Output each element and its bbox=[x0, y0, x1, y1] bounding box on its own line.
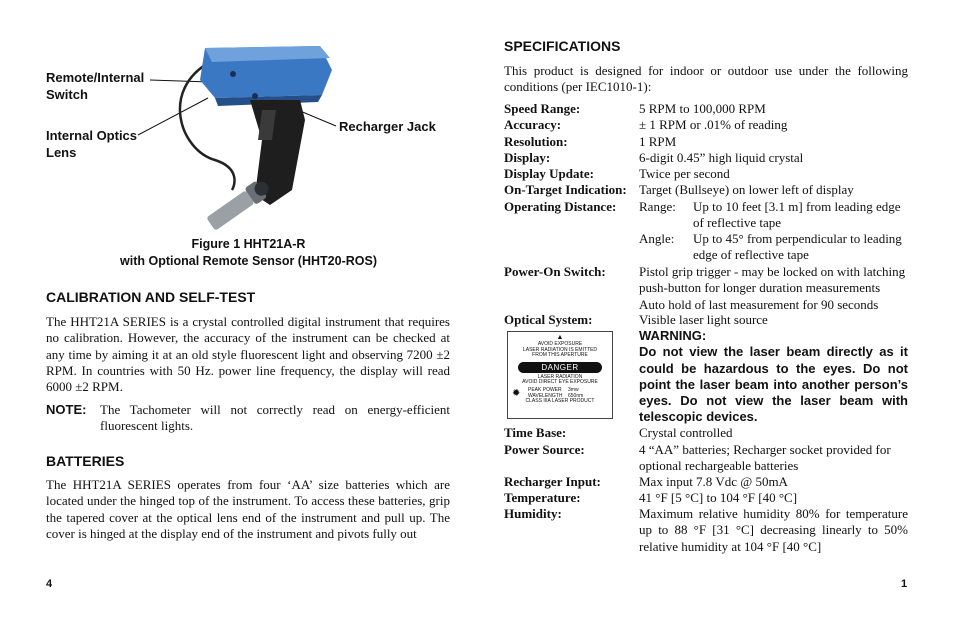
callout-recharger-jack: Recharger Jack bbox=[339, 119, 436, 134]
figure-caption bbox=[46, 236, 451, 270]
danger-banner: DANGER bbox=[518, 362, 602, 373]
spec-label: Power-On Switch: bbox=[504, 264, 606, 279]
laser-warning bbox=[639, 328, 908, 426]
specifications-heading: SPECIFICATIONS bbox=[504, 38, 621, 54]
tachometer-device bbox=[200, 46, 332, 205]
spec-value: Maximum relative humidity 80% for temperature up to 88 °F [31 °C] decreasing linearly to 50% relative humidity at 104 °F [40 °C] bbox=[639, 506, 908, 554]
calibration-body: The HHT21A SERIES is a crystal controlled digital instrument that requires no calibration. However, the accuracy of the instrument can be checked at any time by aiming it at an old style fluorescent light and observing 7200 ±2 RPM. In countries with 50 Hz. power line frequency, the display will read 6000 ±2 RPM. bbox=[46, 314, 450, 395]
note-label: NOTE: bbox=[46, 402, 87, 417]
spec-value: 6-digit 0.45” high liquid crystal bbox=[639, 150, 804, 165]
page-number-left: 4 bbox=[46, 578, 53, 590]
range-value-text: Up to 10 feet [3.1 m] from leading edge of reflective tape bbox=[693, 199, 901, 231]
angle-value bbox=[639, 231, 908, 264]
operating-distance-angle bbox=[639, 231, 908, 264]
callout-optics-lens-line2: Lens bbox=[46, 145, 77, 160]
batteries-body: The HHT21A SERIES operates from four ‘AA’ size batteries which are located under the hinged top of the instrument. To access these batteries, grip the tapered cover at the optical lens end of the instrument and pull up. The cover is hinged at the display end of the instrument and pivots fully out bbox=[46, 477, 450, 541]
label-line: AVOID EXPOSURE bbox=[537, 341, 583, 347]
spec-value: 5 RPM to 100,000 RPM bbox=[639, 101, 766, 116]
spec-value: 1 RPM bbox=[639, 134, 677, 149]
label-line: LASER RADIATION IS EMITTED bbox=[522, 346, 598, 353]
remote-sensor bbox=[205, 176, 273, 232]
laser-class: CLASS IIIA LASER PRODUCT bbox=[525, 398, 595, 405]
operating-distance-range bbox=[639, 199, 908, 232]
spec-label: Display Update: bbox=[504, 166, 594, 181]
spec-value: Crystal controlled bbox=[639, 425, 733, 440]
wavelength-label: WAVELENGTH bbox=[528, 392, 563, 399]
spec-label: Accuracy: bbox=[504, 117, 562, 132]
leader-optics-lens bbox=[138, 98, 208, 135]
spec-value: Twice per second bbox=[639, 166, 730, 181]
label-line: FROM THIS APERTURE bbox=[532, 352, 588, 359]
callout-remote-switch-line2: Switch bbox=[46, 87, 88, 102]
range-value bbox=[639, 199, 908, 232]
spec-value: 41 °F [5 °C] to 104 °F [40 °C] bbox=[639, 490, 798, 505]
spec-value: ± 1 RPM or .01% of reading bbox=[639, 117, 788, 132]
figure-caption-line1: Figure 1 HHT21A-R bbox=[191, 237, 306, 251]
laser-safety-label bbox=[507, 331, 613, 419]
spec-value: 4 “AA” batteries; Recharger socket provided for optional rechargeable batteries bbox=[639, 442, 891, 474]
spec-label: Humidity: bbox=[504, 506, 562, 521]
warning-text: Do not view the laser beam directly as it could be hazardous to the eyes. Do not point the laser beam into another person’s eyes. Do not view the laser beam with telescopic devices. bbox=[639, 344, 908, 425]
laser-starburst-icon: ✹ bbox=[512, 387, 521, 399]
label-line: LASER RADIATION bbox=[537, 373, 583, 380]
spec-value: Pistol grip trigger - may be locked on with latching push-button for longer duration measurements Auto hold of last measurement for 90 seconds bbox=[639, 264, 906, 312]
batteries-heading: BATTERIES bbox=[46, 453, 125, 469]
spec-label: Temperature: bbox=[504, 490, 581, 505]
peak-power-value: 3mw bbox=[568, 386, 579, 393]
angle-value-text: Up to 45° from perpendicular to leading edge of reflective tape bbox=[693, 231, 902, 263]
specifications-intro: This product is designed for indoor or outdoor use under the following conditions (per IEC1010-1): bbox=[504, 63, 908, 95]
warning-label: WARNING: bbox=[639, 328, 707, 343]
spec-value: Target (Bullseye) on lower left of display bbox=[639, 182, 854, 197]
spec-label: Recharger Input: bbox=[504, 474, 601, 489]
spec-label: Display: bbox=[504, 150, 551, 165]
spec-value: Max input 7.8 Vdc @ 50mA bbox=[639, 474, 788, 489]
spec-label: Operating Distance: bbox=[504, 199, 617, 214]
figure-caption-line2: with Optional Remote Sensor (HHT20-ROS) bbox=[120, 254, 377, 268]
spec-label: Speed Range: bbox=[504, 101, 581, 116]
range-label: Range: bbox=[639, 199, 676, 214]
wavelength-value: 650nm bbox=[568, 392, 584, 399]
warning-triangle-icon: ▲ bbox=[556, 334, 564, 341]
callout-remote-switch-line1: Remote/Internal bbox=[46, 70, 145, 85]
spec-label: Power Source: bbox=[504, 442, 585, 457]
angle-label: Angle: bbox=[639, 231, 675, 246]
spec-label: Resolution: bbox=[504, 134, 568, 149]
calibration-heading: CALIBRATION AND SELF-TEST bbox=[46, 289, 256, 305]
peak-power-label: PEAK POWER bbox=[528, 386, 562, 393]
recharger-jack-icon bbox=[252, 93, 258, 99]
note-text: The Tachometer will not correctly read on energy-efficient fluorescent lights. bbox=[100, 402, 450, 434]
spec-label: On-Target Indication: bbox=[504, 182, 627, 197]
remote-switch-icon bbox=[230, 71, 236, 77]
callout-optics-lens-line1: Internal Optics bbox=[46, 128, 138, 143]
spec-label: Optical System: bbox=[504, 312, 593, 327]
spec-value: Visible laser light source bbox=[639, 312, 768, 327]
label-line: AVOID DIRECT EYE EXPOSURE bbox=[522, 379, 598, 386]
spec-label: Time Base: bbox=[504, 425, 567, 440]
page-number-right: 1 bbox=[901, 578, 908, 590]
